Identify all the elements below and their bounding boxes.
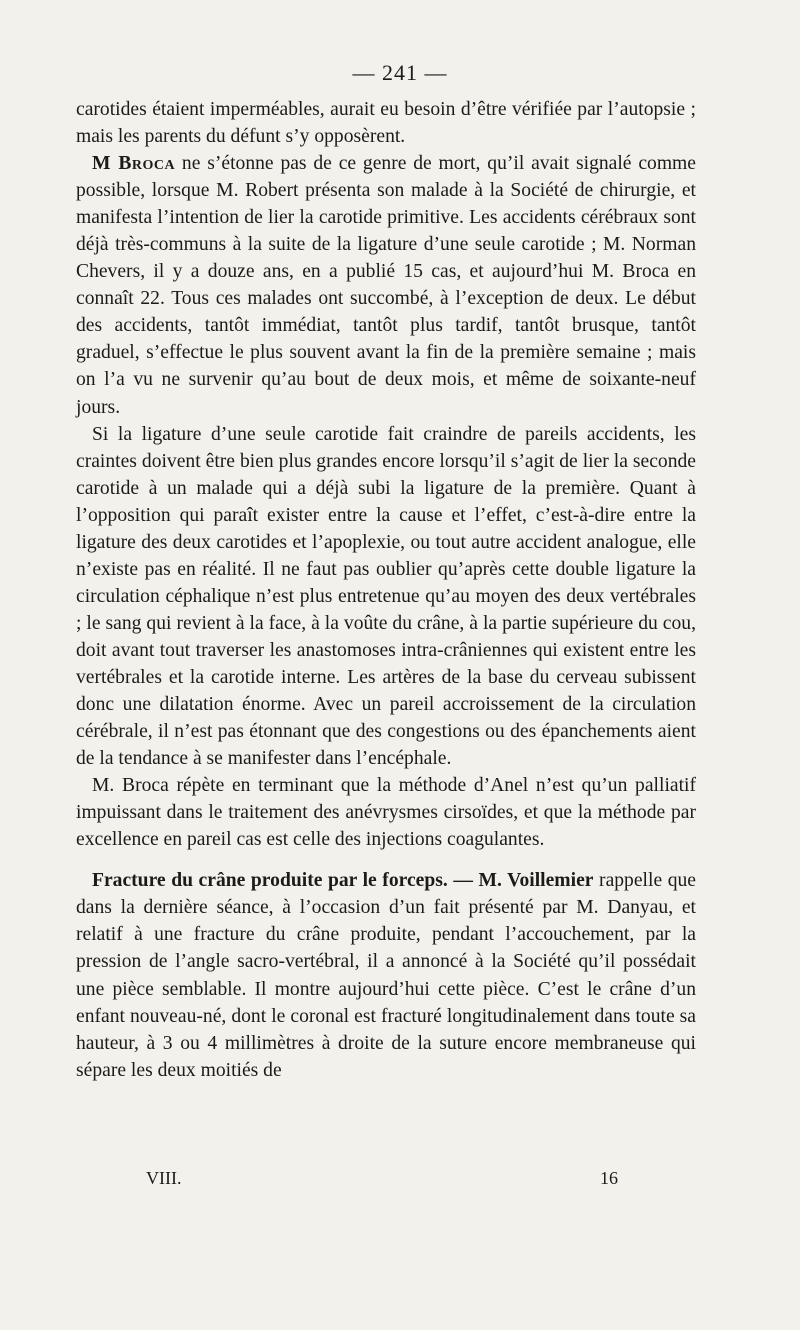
- paragraph-conclusion: [76, 772, 696, 853]
- section-heading: Fracture du crâne produite par le forceps. — M. Voillemier: [92, 870, 594, 892]
- paragraph-fracture: [76, 867, 696, 1083]
- paragraph-continuation: [76, 96, 696, 150]
- paragraph-text: Si la ligature d’une seule carotide fait craindre de pareils accidents, les craintes doivent être bien plus grandes encore lorsqu’il s’agit de lier la seconde carotide à un malade qui a déjà subi la ligature de la première. Quant à l’opposition qui paraît exister entre la cause et l’effet, c’est-à-dire entre la ligature des deux carotides et l’apoplexie, ou tout autre accident analogue, elle n’existe pas en réalité. Il ne faut pas oublier qu’après cette double ligature la circulation céphalique n’est plus entretenue qu’au moyen des deux vertébrales ; le sang qui revient à la face, à la voûte du crâne, à la partie supérieure du cou, doit avant tout traverser les anastomoses intra-crâniennes qui existent entre les vertébrales et la carotide interne. Les artères de la base du cerveau subissent donc une dilatation énorme. Avec un pareil accroissement de la circulation cérébrale, il n’est pas étonnant que des congestions ou des épanchements aient de la tendance à se manifester dans l’encéphale.: [76, 423, 696, 770]
- paragraph-text: ne s’étonne pas de ce genre de mort, qu’il avait signalé comme possible, lorsque M. Robert présenta son malade à la Société de chirurgie, et manifesta l’intention de lier la carotide primitive. Les accidents cérébraux sont déjà très-communs à la suite de la ligature d’une seule carotide ; M. Norman Chevers, il y a douze ans, en a publié 15 cas, et aujourd’hui M. Broca en connaît 22. Tous ces malades ont succombé, à l’exception de deux. Le début des accidents, tantôt immédiat, tantôt plus tardif, tantôt brusque, tantôt graduel, s’effectue le plus souvent avant la fin de la première semaine ; mais on l’a vu ne survenir qu’au bout de deux mois, et même de soixante-neuf jours.: [76, 153, 696, 418]
- paragraph-broca: [76, 150, 696, 420]
- paragraph-text: carotides étaient imperméables, aurait eu besoin d’être vérifiée par l’autopsie ; mais les parents du défunt s’y opposèrent.: [76, 99, 696, 148]
- paragraph-text: M. Broca répète en terminant que la méthode d’Anel n’est qu’un palliatif impuissant dans le traitement des anévrysmes cirsoïdes, et que la méthode par excellence en pareil cas est celle des injections coagulantes.: [76, 775, 696, 851]
- body-text: [76, 96, 696, 1084]
- paragraph-text: rappelle que dans la dernière séance, à l’occasion d’un fait présenté par M. Danyau, et relatif à une fracture du crâne produite, pendant l’accouchement, par la pression de l’angle sacro-vertébral, il a annoncé à la Société qu’il possédait une pièce semblable. Il montre aujourd’hui cette pièce. C’est le crâne d’un enfant nouveau-né, dont le coronal est fracturé longitudinalement dans toute sa hauteur, à 3 ou 4 millimètres à droite de la suture encore membraneuse qui sépare les deux moitiés de: [76, 870, 696, 1081]
- folio-number: 16: [600, 1168, 618, 1188]
- signature-mark: VIII.: [146, 1168, 182, 1188]
- page-number: — 241 —: [352, 60, 448, 85]
- speaker-name: M Broca: [92, 153, 176, 175]
- paragraph-ligature: [76, 421, 696, 773]
